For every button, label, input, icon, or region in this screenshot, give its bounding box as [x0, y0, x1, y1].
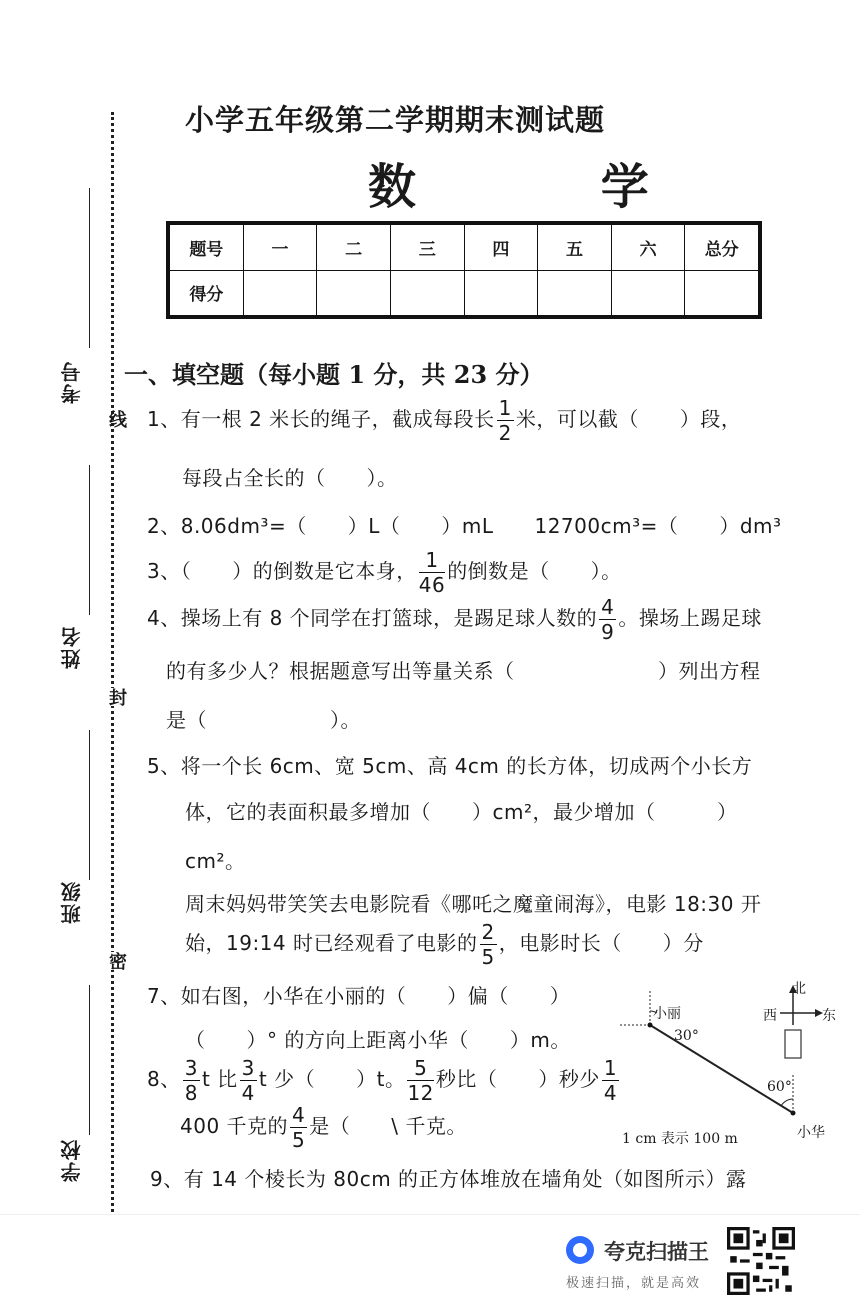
score-cell	[317, 270, 391, 316]
class-label: 班级	[60, 880, 84, 924]
fraction-3-8: $\frac{3}{8}$	[184, 1056, 198, 1105]
score-col-5: 五	[538, 225, 612, 271]
diagram-angle-60: 60°	[767, 1079, 792, 1095]
question-5-line-1: 5、将一个长 6cm、宽 5cm、高 4cm 的长方体，切成两个小长方	[147, 754, 753, 778]
seal-char-xian: 线	[106, 410, 127, 428]
fraction-1-46: $\frac{1}{46}$	[418, 548, 446, 597]
seal-char-feng: 封	[103, 688, 129, 706]
exam-number-line	[89, 188, 90, 348]
question-4-line-3: 是（ ）。	[166, 708, 361, 732]
question-7-line-1: 7、如右图，小华在小丽的（ ）偏（ ）	[147, 984, 571, 1008]
section-heading: 一、填空题（每小题 1 分，共 23 分）	[124, 360, 544, 389]
fraction-4-5: $\frac{4}{5}$	[292, 1103, 306, 1152]
fraction-4-9: $\frac{4}{9}$	[601, 595, 615, 644]
exam-title: 小学五年级第二学期期末测试题	[185, 103, 606, 137]
exam-number-label: 考号	[60, 360, 84, 404]
name-label: 姓名	[60, 625, 84, 669]
diagram-xiaoli-label: 小丽	[653, 1006, 681, 1022]
seal-char-mi: 密	[103, 952, 129, 970]
diagram-angle-30: 30°	[674, 1028, 699, 1044]
score-row-label-number: 题号	[170, 225, 244, 271]
question-7-line-2: （ ）° 的方向上距离小华（ ）m。	[185, 1028, 571, 1052]
binding-dotted-line	[111, 112, 114, 1212]
school-label: 学校	[60, 1138, 84, 1182]
fraction-5-12: $\frac{5}{12}$	[407, 1056, 434, 1105]
class-line	[89, 730, 90, 880]
fraction-3-4: $\frac{3}{4}$	[241, 1056, 255, 1105]
question-6-line-1: 周末妈妈带笑笑去电影院看《哪吒之魔童闹海》，电影 18:30 开	[185, 892, 762, 916]
fraction-half: $\frac{1}{2}$	[498, 396, 512, 445]
question-5-line-2: 体，它的表面积最多增加（ ）cm²，最少增加（ ）	[185, 800, 738, 824]
name-line	[89, 465, 90, 615]
score-cell	[464, 270, 538, 316]
score-cell	[538, 270, 612, 316]
brand-slogan: 极速扫描，就是高效	[566, 1276, 702, 1291]
qr-code-icon	[727, 1227, 795, 1295]
school-line	[89, 985, 90, 1135]
score-col-3: 三	[390, 225, 464, 271]
score-cell	[243, 270, 317, 316]
question-3: 3、（ ）的倒数是它本身， $\frac{1}{46}$ 的倒数是（ ）。	[147, 548, 622, 597]
fraction-1-4: $\frac{1}{4}$	[603, 1056, 618, 1105]
compass-east-label: 东	[822, 1008, 836, 1024]
score-col-2: 二	[317, 225, 391, 271]
compass-west-label: 西	[763, 1008, 777, 1024]
question-9: 9、有 14 个棱长为 80cm 的正方体堆放在墙角处（如图所示）露	[150, 1167, 747, 1191]
question-4-line-1: 4、操场上有 8 个同学在打篮球，是踢足球人数的 $\frac{4}{9}$ 。操场上踢足球	[147, 595, 762, 644]
question-5-line-3: cm²。	[185, 849, 246, 873]
score-col-6: 六	[611, 225, 685, 271]
brand-logo-icon	[566, 1236, 594, 1264]
diagram-scale: 1 cm 表示 100 m	[622, 1131, 738, 1147]
fraction-2-5: $\frac{2}{5}$	[481, 920, 495, 969]
question-8-line-2: 400 千克的 $\frac{4}{5}$ 是（ \ 千克。	[180, 1103, 467, 1152]
score-col-1: 一	[243, 225, 317, 271]
score-col-total: 总分	[685, 225, 759, 271]
question-2: 2、8.06dm³=（ ）L（ ）mL 12700cm³=（ ）dm³	[147, 514, 782, 538]
subject-title: 数 学	[368, 159, 733, 215]
score-cell	[611, 270, 685, 316]
question-4-line-2: 的有多少人？根据题意写出等量关系（ ）列出方程	[166, 659, 761, 683]
score-table	[166, 221, 762, 319]
question-8-line-1: 8、 $\frac{3}{8}$ t 比 $\frac{3}{4}$ t 少（ ）t。 $\frac{5}{12}$ 秒比（ ）秒少 $\frac{1}{4}$	[147, 1056, 618, 1105]
question-1-line-2: 每段占全长的（ ）。	[182, 466, 398, 490]
score-cell	[685, 270, 759, 316]
score-col-4: 四	[464, 225, 538, 271]
score-row-label-score: 得分	[170, 270, 244, 316]
question-6-line-2: 始，19:14 时已经观看了电影的 $\frac{2}{5}$ ，电影时长（ ）分	[185, 920, 704, 969]
diagram-xiaohua-label: 小华	[797, 1125, 825, 1141]
brand-name: 夸克扫描王	[604, 1240, 709, 1264]
compass-north-label: 北	[792, 981, 806, 997]
question-1-line-1: 1、有一根 2 米长的绳子，截成每段长 $\frac{1}{2}$ 米，可以截（ ）段，	[147, 396, 742, 445]
score-cell	[390, 270, 464, 316]
